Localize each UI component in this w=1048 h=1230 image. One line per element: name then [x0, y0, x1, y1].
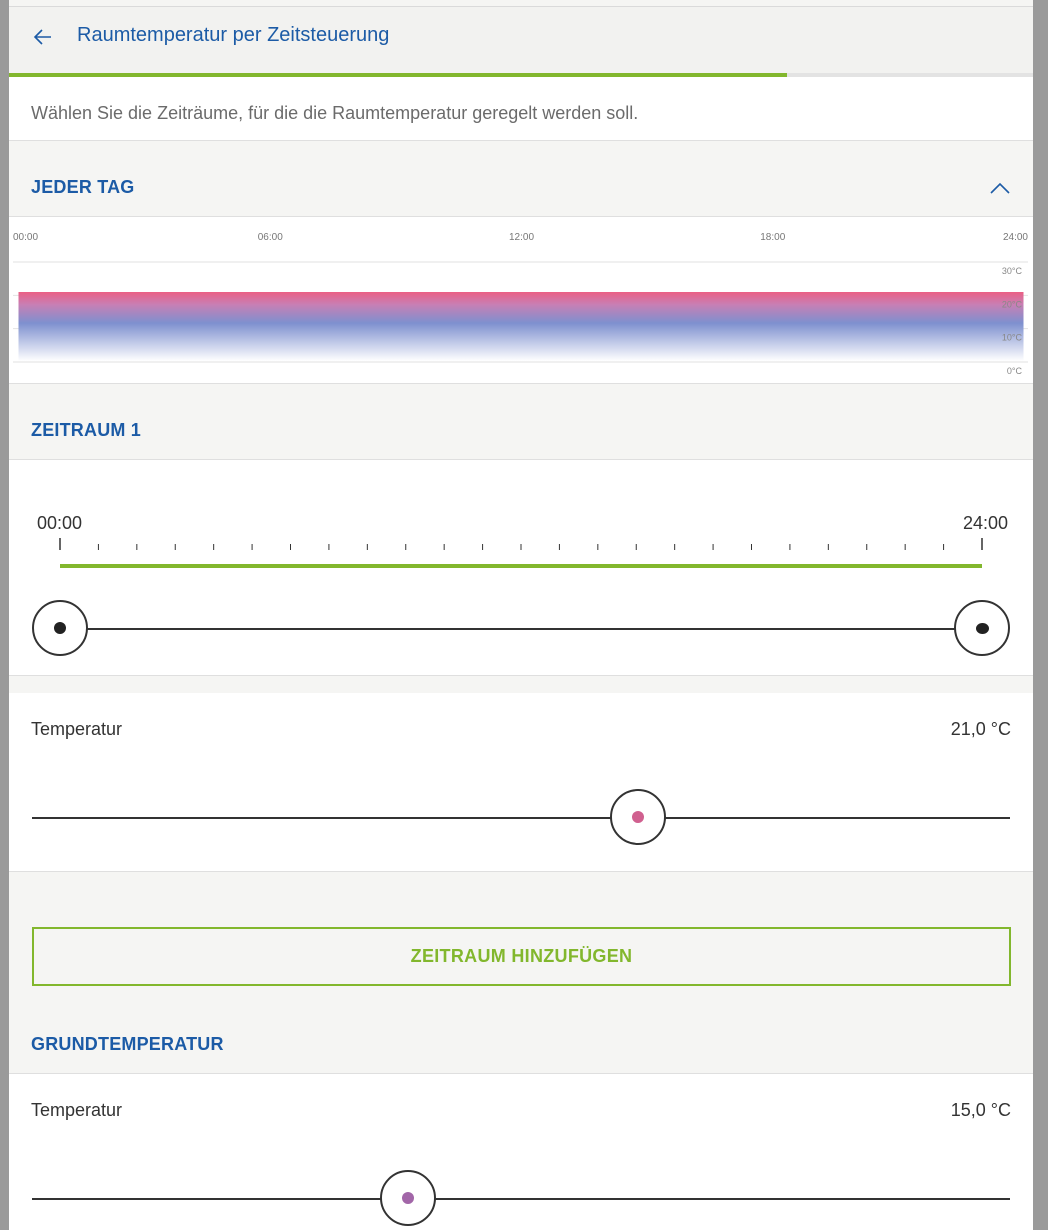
chart-x-tick-label: 18:00 — [760, 232, 786, 243]
chart-svg — [9, 217, 1033, 385]
page-title: Raumtemperatur per Zeitsteuerung — [77, 24, 390, 46]
time-range-card — [9, 460, 1033, 675]
day-temperature-chart — [9, 216, 1033, 384]
chevron-up-icon[interactable] — [988, 180, 1012, 196]
range-end-label: 24:00 — [962, 513, 1008, 533]
chart-x-tick-label: 24:00 — [1002, 232, 1028, 243]
handle-dot — [976, 623, 989, 634]
range-start-handle[interactable] — [32, 600, 88, 656]
app-panel — [9, 0, 1033, 1230]
intro-text: Wählen Sie die Zeiträume, für die die Raumtemperatur geregelt werden soll. — [31, 103, 639, 123]
range-slider-track[interactable] — [60, 628, 982, 630]
base-temperature-slider-handle[interactable] — [380, 1170, 436, 1226]
handle-dot — [402, 1192, 414, 1204]
chart-temperature-area — [19, 292, 1024, 361]
divider — [9, 675, 1033, 676]
temperature-card — [9, 693, 1033, 871]
time-scale — [9, 534, 1033, 564]
chart-y-tick-label: 20°C — [1001, 299, 1022, 310]
range-end-handle[interactable] — [954, 600, 1010, 656]
temperature-label: Temperatur — [31, 719, 123, 739]
chart-x-tick-label: 00:00 — [13, 232, 39, 243]
chart-x-tick-label: 12:00 — [508, 232, 535, 243]
app-header — [9, 7, 1033, 73]
selected-range-bar — [60, 564, 982, 568]
section-title-grundtemperatur: GRUNDTEMPERATUR — [31, 1034, 224, 1054]
temperature-slider-track[interactable] — [32, 817, 1010, 819]
section-title-jeder-tag[interactable]: JEDER TAG — [31, 177, 135, 197]
chart-x-tick-label: 06:00 — [257, 232, 283, 243]
chart-y-tick-label: 0°C — [1006, 366, 1022, 376]
arrow-left-icon[interactable] — [31, 25, 55, 49]
chart-y-tick-label: 30°C — [1001, 266, 1022, 276]
base-temperature-slider-track[interactable] — [32, 1198, 1010, 1200]
base-temperature-card — [9, 1074, 1033, 1230]
base-temperature-label: Temperatur — [31, 1100, 123, 1120]
handle-dot — [632, 811, 644, 823]
divider — [9, 871, 1033, 872]
section-title-zeitraum-1: ZEITRAUM 1 — [31, 420, 141, 440]
handle-dot — [54, 622, 66, 634]
intro-section — [9, 77, 1033, 141]
base-temperature-value: 15,0 °C — [950, 1100, 1011, 1120]
range-start-label: 00:00 — [37, 513, 83, 533]
temperature-value: 21,0 °C — [950, 719, 1011, 739]
add-time-range-button[interactable]: ZEITRAUM HINZUFÜGEN — [32, 927, 1011, 986]
temperature-slider-handle[interactable] — [610, 789, 666, 845]
chart-y-tick-label: 10°C — [1001, 332, 1022, 343]
